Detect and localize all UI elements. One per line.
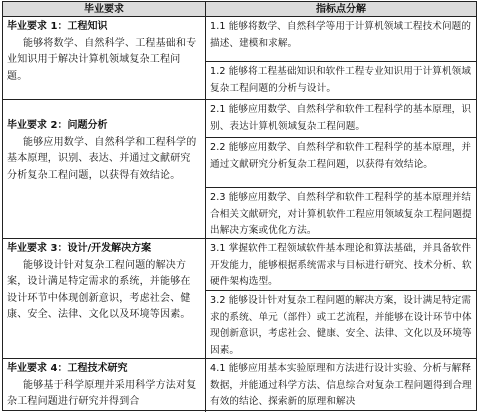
requirement-body: 能够设计针对复杂工程问题的解决方案，设计满足特定需求的系统，并能够在设计环节中体现创新意识，考虑社会、健康、安全、法律、文化以及环境等因素。 <box>7 259 191 320</box>
requirement-cell-2 <box>3 99 205 238</box>
indicator-1-1: 1.1 能够将数学、自然科学等用于计算机领域工程技术问题的描述、建模和求解。 <box>210 21 472 49</box>
indicator-2-3: 2.3 能够应用数学、自然科学和软件工程科学的基本原理并结合相关文献研究，对计算机软件工程应用领域复杂工程问题提出解决方案或优化方法。 <box>206 187 476 238</box>
indicator-2-2: 2.2 能够应用数学、自然科学和软件工程科学的基本原理，并通过文献研究分析复杂工程问题，以获得有效结论。 <box>206 137 476 187</box>
requirement-body: 能够将数学、自然科学、工程基础和专业知识用于解决计算机领域复杂工程问题。 <box>7 37 197 82</box>
indicator-1-2: 1.2 能够将工程基础知识和软件工程专业知识用于计算机领域复杂工程问题的分析与设计。 <box>206 61 476 99</box>
requirement-body: 能够基于科学原理并采用科学方法对复杂工程问题进行研究并得到合 <box>7 379 197 407</box>
header-indicator: 指标点分解 <box>206 2 476 17</box>
indicator-3-1: 3.1 掌握软件工程领域软件基本理论和算法基础，并具备软件开发能力，能够根据系统需求与目标进行研究、技术分析、软硬件架构选型。 <box>206 238 476 290</box>
header-requirement: 毕业要求 <box>3 2 205 17</box>
indicator-2-1: 2.1 能够应用数学、自然科学和软件工程科学的基本原理，识别、表达计算机领域复杂工程问题。 <box>206 99 476 137</box>
requirement-cell-4 <box>3 358 205 412</box>
indicator-4-1: 4.1 能够应用基本实验原理和方法进行设计实验、分析与解释数据，并能通过科学方法、信息综合对复杂工程问题得到合理有效的结论、探索新的原理和解决 <box>206 358 476 412</box>
requirement-cell-1 <box>3 17 205 99</box>
requirement-title: 毕业要求 3：设计/开发解决方案 <box>7 243 152 254</box>
requirement-cell-3 <box>3 238 205 358</box>
requirement-body: 能够应用数学、自然科学和工程科学的基本原理，识别、表达、并通过文献研究分析复杂工程问题，以获得有效结论。 <box>7 136 197 181</box>
requirement-title: 毕业要求 2：问题分析 <box>7 120 108 131</box>
graduation-requirements-table <box>2 1 477 411</box>
requirement-title: 毕业要求 1：工程知识 <box>7 21 108 32</box>
requirement-title: 毕业要求 4：工程技术研究 <box>7 363 128 374</box>
indicator-3-2: 3.2 能够设计针对复杂工程问题的解决方案，设计满足特定需求的系统、单元（部件）或工艺流程，并能够在设计环节中体现创新意识，考虑社会、健康、安全、法律、文化以及环境等因素。 <box>206 290 476 358</box>
